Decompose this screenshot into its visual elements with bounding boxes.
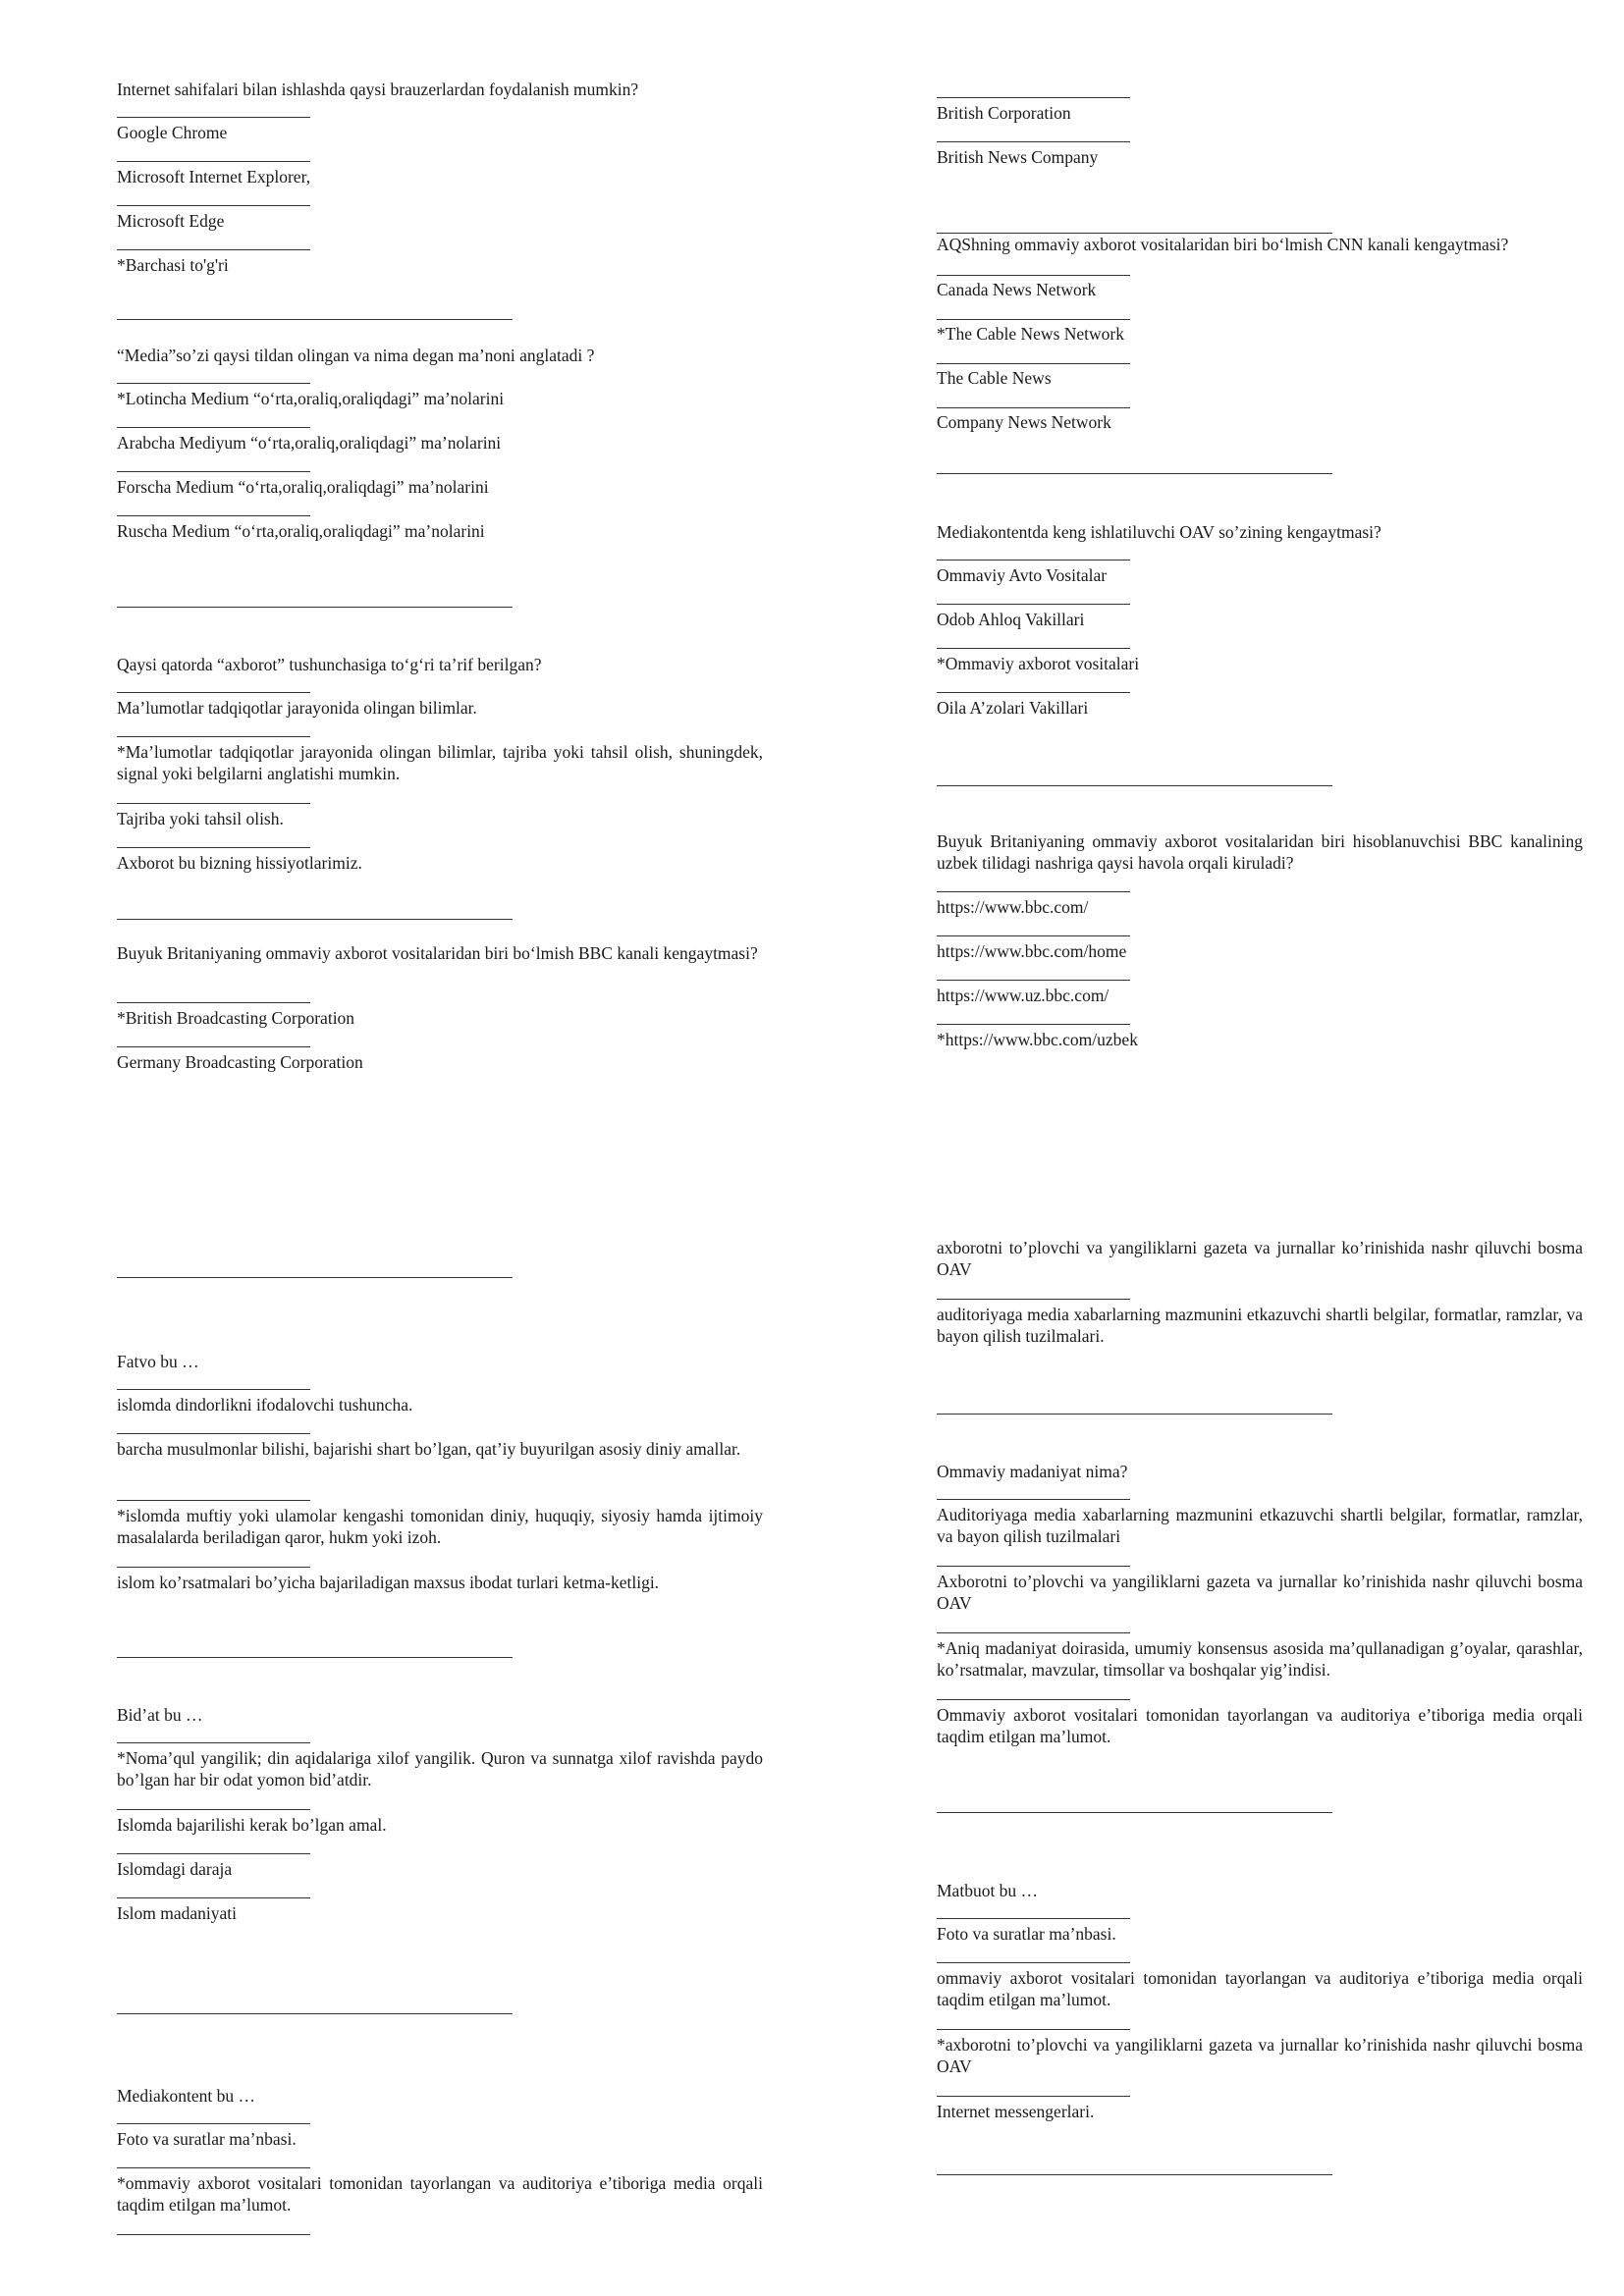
answer-line xyxy=(937,1566,1130,1567)
answer-line xyxy=(117,117,310,118)
answer-line xyxy=(117,2234,310,2235)
question-separator xyxy=(937,1812,1332,1813)
question-text: Buyuk Britaniyaning ommaviy axborot vositalaridan biri hisoblanuvchisi BBC kanalining uzbek tilidagi nashriga qaysi havola orqali kiruladi? xyxy=(937,831,1583,873)
answer-option: British News Company xyxy=(937,147,1099,167)
answer-option: *British Broadcasting Corporation xyxy=(117,1008,355,1028)
answer-option: barcha musulmonlar bilishi, bajarishi shart bo’lgan, qat’iy buyurilgan asosiy diniy amallar. xyxy=(117,1439,741,1459)
question-separator xyxy=(937,473,1332,474)
answer-line xyxy=(117,1897,310,1898)
answer-option: Google Chrome xyxy=(117,123,228,142)
question-block xyxy=(937,1880,1583,2121)
answer-option: Tajriba yoki tahsil olish. xyxy=(117,809,284,828)
question-block xyxy=(117,79,763,275)
answer-line xyxy=(117,515,310,516)
answer-line xyxy=(937,1699,1130,1700)
answer-line xyxy=(937,141,1130,142)
answer-line xyxy=(937,2096,1130,2097)
answer-option: *Noma’qul yangilik; din aqidalariga xilof yangilik. Quron va sunnatga xilof ravishda paydo bo’lgan har bir odat yomon bid’atdir. xyxy=(117,1748,763,1789)
answer-option: *https://www.bbc.com/uzbek xyxy=(937,1030,1138,1049)
page1-right-column xyxy=(937,0,1583,1158)
answer-line xyxy=(937,1499,1130,1500)
question-block xyxy=(937,521,1583,718)
answer-line xyxy=(937,648,1130,649)
question-text: Qaysi qatorda “axborot” tushunchasiga to‘g‘ri ta’rif berilgan? xyxy=(117,655,542,674)
answer-line xyxy=(937,1299,1130,1300)
answer-option: Islomdagi daraja xyxy=(117,1859,233,1879)
answer-option: axborotni to’plovchi va yangiliklarni gazeta va jurnallar ko’rinishida nashr qiluvchi bosma OAV xyxy=(937,1238,1583,1279)
answer-line xyxy=(117,1500,310,1501)
answer-line xyxy=(937,275,1130,276)
answer-line xyxy=(937,692,1130,693)
question-text: Bid’at bu … xyxy=(117,1705,203,1725)
answer-line xyxy=(937,407,1130,408)
answer-option: *Barchasi to'g'ri xyxy=(117,255,229,275)
answer-option: *Lotincha Medium “o‘rta,oraliq,oraliqdagi” ma’nolarini xyxy=(117,389,505,408)
answer-line xyxy=(117,1742,310,1743)
answer-line xyxy=(117,383,310,384)
answer-line xyxy=(117,249,310,250)
answer-option: *islomda muftiy yoki ulamolar kengashi tomonidan diniy, huquqiy, siyosiy hamda ijtimoiy masalalarda beriladigan qaror, hukm yoki izoh. xyxy=(117,1506,763,1547)
question-block xyxy=(937,1461,1583,1746)
answer-line xyxy=(117,1567,310,1568)
answer-option: Islomda bajarilishi kerak bo’lgan amal. xyxy=(117,1815,387,1835)
answer-line xyxy=(937,604,1130,605)
answer-line xyxy=(117,1809,310,1810)
question-block xyxy=(117,1351,763,1592)
answer-option: ommaviy axborot vositalari tomonidan tayorlangan va auditoriya e’tiboriga media orqali taqdim etilgan ma’lumot. xyxy=(937,1968,1583,2009)
answer-option: Ruscha Medium “o‘rta,oraliq,oraliqdagi” ma’nolarini xyxy=(117,521,485,541)
answer-line xyxy=(117,1389,310,1390)
answer-option: Axborotni to’plovchi va yangiliklarni gazeta va jurnallar ko’rinishida nashr qiluvchi bosma OAV xyxy=(937,1572,1583,1613)
page2-left-column xyxy=(117,1158,763,2296)
question-block xyxy=(117,1704,763,1923)
answer-line xyxy=(117,1002,310,1003)
question-separator xyxy=(117,919,513,920)
answer-option: Ommaviy axborot vositalari tomonidan tayorlangan va auditoriya e’tiboriga media orqali taqdim etilgan ma’lumot. xyxy=(937,1705,1583,1746)
answer-option: Canada News Network xyxy=(937,280,1097,299)
question-text: Internet sahifalari bilan ishlashda qaysi brauzerlardan foydalanish mumkin? xyxy=(117,80,639,99)
answer-option: Auditoriyaga media xabarlarning mazmunini etkazuvchi shartli belgilar, formatlar, ramzlar, va bayon qilish tuzilmalari xyxy=(937,1505,1583,1546)
answer-line xyxy=(117,205,310,206)
question-separator xyxy=(117,319,513,320)
answer-line xyxy=(937,980,1130,981)
question-separator xyxy=(117,1657,513,1658)
question-text: Mediakontent bu … xyxy=(117,2086,255,2106)
answer-line xyxy=(117,2167,310,2168)
answer-line xyxy=(117,2123,310,2124)
answer-option: The Cable News xyxy=(937,368,1052,388)
question-block xyxy=(117,654,763,873)
answer-option: *Ommaviy axborot vositalari xyxy=(937,654,1140,673)
page1-left-column xyxy=(117,0,763,1158)
answer-option: Microsoft Internet Explorer, xyxy=(117,167,311,187)
question-text: AQShning ommaviy axborot vositalaridan biri bo‘lmish CNN kanali kengaytmasi? xyxy=(937,235,1509,254)
answer-option: Oila A’zolari Vakillari xyxy=(937,698,1089,718)
answer-option: Foto va suratlar ma’nbasi. xyxy=(117,2129,297,2149)
answer-line xyxy=(937,1918,1130,1919)
answer-option: islom ko’rsatmalari bo’yicha bajariladigan maxsus ibodat turlari ketma-ketligi. xyxy=(117,1573,660,1592)
answer-line xyxy=(117,427,310,428)
answer-line xyxy=(937,319,1130,320)
question-separator xyxy=(117,607,513,608)
answer-line xyxy=(117,736,310,737)
answer-line xyxy=(117,692,310,693)
question-text: Matbuot bu … xyxy=(937,1881,1039,1900)
answer-option: Internet messengerlari. xyxy=(937,2102,1095,2121)
question-separator xyxy=(937,2174,1332,2175)
answer-option: Ma’lumotlar tadqiqotlar jarayonida olingan bilimlar. xyxy=(117,698,477,718)
answer-line xyxy=(937,1632,1130,1633)
answer-option: *ommaviy axborot vositalari tomonidan tayorlangan va auditoriya e’tiboriga media orqali taqdim etilgan ma’lumot. xyxy=(117,2173,763,2215)
question-separator xyxy=(937,785,1332,786)
answer-option: Axborot bu bizning hissiyotlarimiz. xyxy=(117,853,362,873)
answer-line xyxy=(117,1433,310,1434)
answer-line xyxy=(937,560,1130,561)
answer-option: Company News Network xyxy=(937,412,1111,432)
question-separator xyxy=(937,1414,1332,1415)
answer-line xyxy=(117,1046,310,1047)
answer-option: British Corporation xyxy=(937,103,1071,123)
answer-line xyxy=(117,803,310,804)
answer-option: https://www.uz.bbc.com/ xyxy=(937,986,1110,1005)
answer-line xyxy=(937,97,1130,98)
answer-option: auditoriyaga media xabarlarning mazmunini etkazuvchi shartli belgilar, formatlar, ramzlar, va bayon qilish tuzilmalari. xyxy=(937,1305,1583,1346)
page2-right-column xyxy=(937,1158,1583,2296)
answer-option: Islom madaniyati xyxy=(117,1903,237,1923)
answer-option: *Ma’lumotlar tadqiqotlar jarayonida olingan bilimlar, tajriba yoki tahsil olish, shuningdek, signal yoki belgilarni anglatishi mumkin. xyxy=(117,742,763,783)
question-separator xyxy=(117,2013,513,2014)
answer-line xyxy=(937,1024,1130,1025)
answer-option: Germany Broadcasting Corporation xyxy=(117,1052,363,1072)
answer-option: Forscha Medium “o‘rta,oraliq,oraliqdagi” ma’nolarini xyxy=(117,477,489,497)
question-text: “Media”so’zi qaysi tildan olingan va nima degan ma’noni anglatadi ? xyxy=(117,346,595,365)
question-text: Fatvo bu … xyxy=(117,1352,199,1371)
answer-line xyxy=(937,935,1130,936)
answer-option: Microsoft Edge xyxy=(117,211,225,231)
question-block xyxy=(117,942,763,1072)
answer-option: *Aniq madaniyat doirasida, umumiy konsensus asosida ma’qullanadigan g’oyalar, qarashlar, ko’rsatmalar, mavzular, timsollar va boshqalar yig’indisi. xyxy=(937,1638,1583,1680)
question-block xyxy=(937,830,1583,1049)
answer-line xyxy=(937,363,1130,364)
answer-option: https://www.bbc.com/home xyxy=(937,941,1127,961)
question-text: Mediakontentda keng ishlatiluvchi OAV so’zining kengaytmasi? xyxy=(937,522,1381,542)
question-block xyxy=(117,2085,763,2215)
answer-line xyxy=(117,847,310,848)
answer-line xyxy=(937,2029,1130,2030)
answer-option: https://www.bbc.com/ xyxy=(937,897,1089,917)
answer-option: Arabcha Mediyum “o‘rta,oraliq,oraliqdagi” ma’nolarini xyxy=(117,433,502,453)
answer-option: Foto va suratlar ma’nbasi. xyxy=(937,1924,1116,1944)
answer-line xyxy=(937,1962,1130,1963)
answer-option: islomda dindorlikni ifodalovchi tushuncha. xyxy=(117,1395,413,1415)
question-block xyxy=(117,345,763,541)
question-text: Buyuk Britaniyaning ommaviy axborot vositalaridan biri bo‘lmish BBC kanali kengaytmasi? xyxy=(117,943,758,963)
answer-option: *The Cable News Network xyxy=(937,324,1124,344)
question-text: Ommaviy madaniyat nima? xyxy=(937,1462,1128,1481)
answer-line xyxy=(117,161,310,162)
answer-line xyxy=(117,471,310,472)
answer-line xyxy=(937,891,1130,892)
answer-option: Ommaviy Avto Vositalar xyxy=(937,565,1108,585)
question-separator xyxy=(117,1277,513,1278)
answer-option: Odob Ahloq Vakillari xyxy=(937,610,1085,629)
answer-line xyxy=(117,1853,310,1854)
answer-option: *axborotni to’plovchi va yangiliklarni gazeta va jurnallar ko’rinishida nashr qiluvchi bosma OAV xyxy=(937,2035,1583,2076)
